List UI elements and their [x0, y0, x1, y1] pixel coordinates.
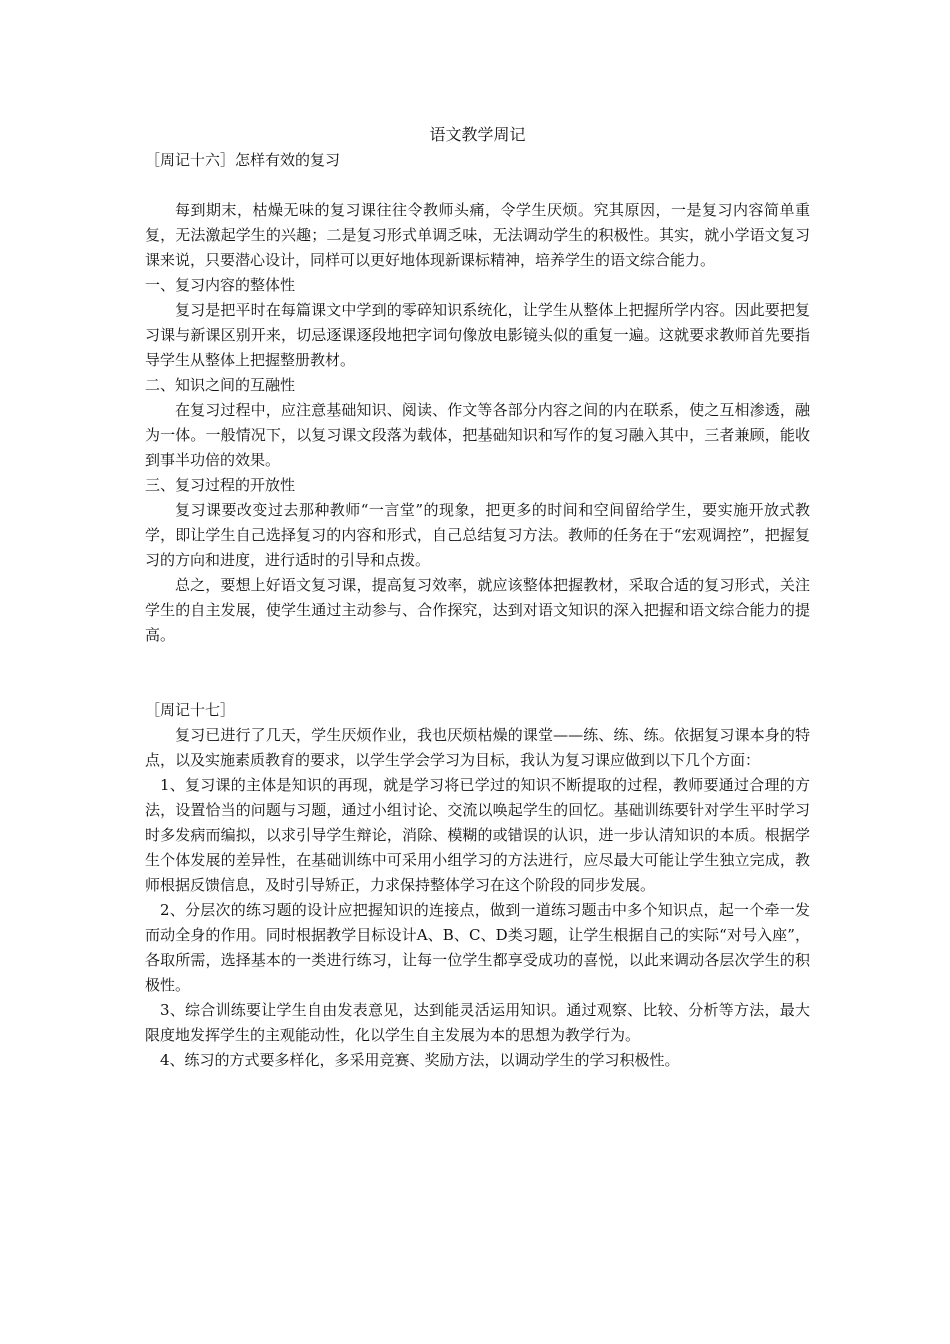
list-item: 3、综合训练要让学生自由发表意见，达到能灵活运用知识。通过观察、比较、分析等方法，最大限度地发挥学生的主观能动性，化以学生自主发展为本的思想为教学行为。 — [145, 1001, 810, 1044]
section-title: 三、复习过程的开放性 — [145, 476, 296, 494]
list-item: 1、复习课的主体是知识的再现，就是学习将已学过的知识不断提取的过程，教师要通过合理的方法，设置恰当的问题与习题，通过小组讨论、交流以唤起学生的回忆。基础训练要针对学生平时学习时多发病而编拟，以求引导学生辩论，消除、模糊的或错误的认识，进一步认清知识的本质。根据学生个体发展的差异性，在基础训练中可采用小组学习的方法进行，应尽最大可能让学生独立完成，教师根据反馈信息，及时引导矫正，力求保持整体学习在这个阶段的同步发展。 — [145, 776, 810, 894]
list-item: 2、分层次的练习题的设计应把握知识的连接点，做到一道练习题击中多个知识点，起一个牵一发而动全身的作用。同时根据教学目标设计A、B、C、D类习题，让学生根据自己的实际“对号入座”，各取所需，选择基本的一类进行练习，让每一位学生都享受成功的喜悦，以此来调动各层次学生的积极性。 — [145, 901, 810, 994]
spacer — [145, 648, 810, 698]
entry16-heading: ［周记十六］怎样有效的复习 — [145, 151, 341, 169]
section-title: 二、知识之间的互融性 — [145, 376, 296, 394]
section-text: 在复习过程中，应注意基础知识、阅读、作文等各部分内容之间的内在联系，使之互相渗透，融为一体。一般情况下，以复习课文段落为载体，把基础知识和写作的复习融入其中，三者兼顾，能收到事半功倍的效果。 — [145, 401, 810, 469]
entry16-intro: 每到期末，枯燥无味的复习课往往令教师头痛，令学生厌烦。究其原因，一是复习内容简单重复，无法激起学生的兴趣；二是复习形式单调乏味，无法调动学生的积极性。其实，就小学语文复习课来说，只要潜心设计，同样可以更好地体现新课标精神，培养学生的语文综合能力。 — [145, 201, 810, 269]
section-text: 复习课要改变过去那种教师“一言堂”的现象，把更多的时间和空间留给学生，要实施开放式教学，即让学生自己选择复习的内容和形式，自己总结复习方法。教师的任务在于“宏观调控”，把握复习的方向和进度，进行适时的引导和点拨。 — [145, 501, 810, 569]
list-item: 4、练习的方式要多样化，多采用竞赛、奖励方法，以调动学生的学习积极性。 — [160, 1051, 680, 1069]
entry16-conclusion: 总之，要想上好语文复习课，提高复习效率，就应该整体把握教材，采取合适的复习形式，关注学生的自主发展，使学生通过主动参与、合作探究，达到对语文知识的深入把握和语文综合能力的提高。 — [145, 576, 810, 644]
document-title: 语文教学周记 — [429, 125, 526, 144]
entry17-intro: 复习已进行了几天，学生厌烦作业，我也厌烦枯燥的课堂——练、练、练。依据复习课本身的特点，以及实施素质教育的要求，以学生学会学习为目标，我认为复习课应做到以下几个方面： — [145, 726, 810, 769]
entry17-heading: ［周记十七］ — [145, 701, 236, 719]
section-text: 复习是把平时在每篇课文中学到的零碎知识系统化，让学生从整体上把握所学内容。因此要把复习课与新课区别开来，切忌逐课逐段地把字词句像放电影镜头似的重复一遍。这就要求教师首先要指导学生从整体上把握整册教材。 — [145, 301, 810, 369]
document-page — [145, 122, 810, 1073]
section-title: 一、复习内容的整体性 — [145, 276, 296, 294]
spacer — [145, 173, 810, 198]
